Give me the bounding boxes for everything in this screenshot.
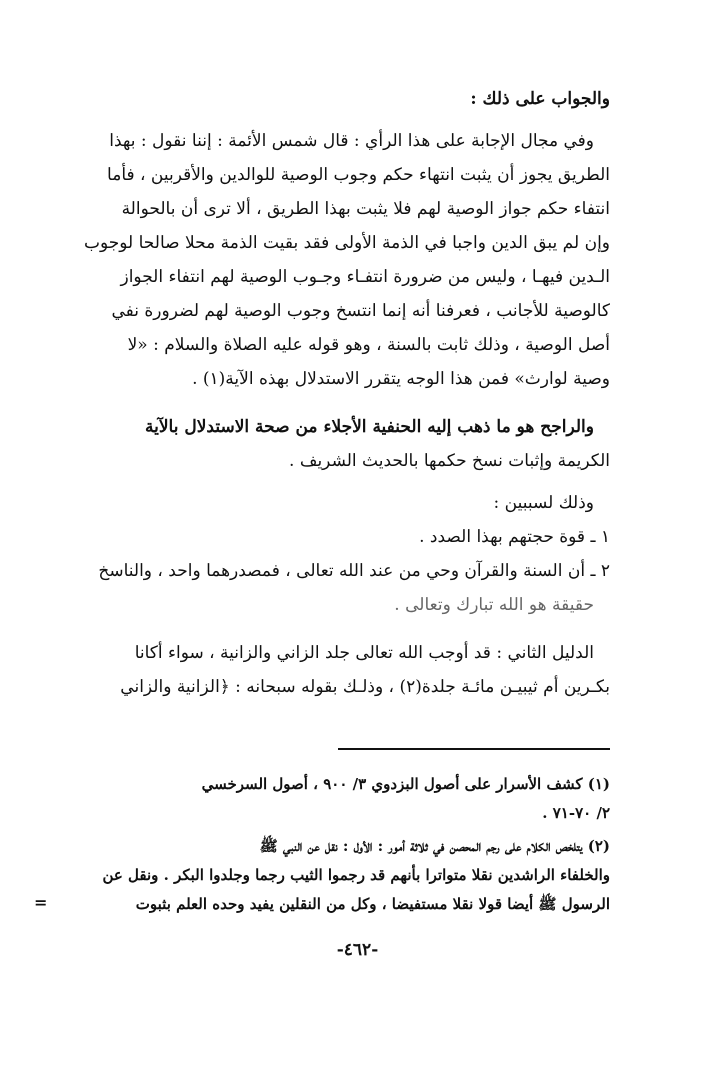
- reason-item: ١ ـ قوة حجتهم بهذا الصدد .: [419, 527, 610, 547]
- text-line: وفي مجال الإجابة على هذا الرأي : قال شمس الأئمة : إننا نقول : بهذا: [109, 131, 594, 151]
- text-line: الطريق يجوز أن يثبت انتهاء حكم وجوب الوصية للوالدين والأقربين ، فأما: [107, 165, 610, 185]
- text-line: انتفاء حكم جواز الوصية لهم فلا يثبت بهذا الطريق ، ألا ترى أن بالحوالة: [121, 199, 610, 219]
- reason-item-continuation: حقيقة هو الله تبارك وتعالى .: [394, 595, 594, 615]
- text-line: الكريمة وإثبات نسخ حكمها بالحديث الشريف .: [289, 451, 610, 471]
- text-line: أصل الوصية ، وذلك ثابت بالسنة ، وهو قوله عليه الصلاة والسلام : «لا: [127, 335, 610, 355]
- text-line: بكـرين أم ثيبيـن مائـة جلدة(٢) ، وذلـك بقوله سبحانه : ﴿الزانية والزاني: [120, 677, 610, 697]
- text-line: الـدين فيهـا ، وليس من ضرورة انتفـاء وجـوب الوصية لهم انتفاء الجواز: [120, 267, 610, 287]
- text-line: الدليل الثاني : قد أوجب الله تعالى جلد الزاني والزانية ، سواء أكانا: [134, 643, 594, 663]
- footnote-line: الرسول ﷺ أيضا قولا نقلا مستفيضا ، وكل من النقلين يفيد وحده العلم بثبوت: [135, 895, 610, 913]
- text-line: كالوصية للأجانب ، فعرفنا أنه إنما انتسخ وجوب الوصية لهم لضرورة نفي: [111, 301, 610, 321]
- footnote-divider: [338, 748, 610, 750]
- footnote-1: [60, 770, 610, 828]
- page-number: -٤٦٢-: [336, 940, 379, 960]
- paragraph-second-evidence: [60, 636, 610, 704]
- text-line: وصية لوارث» فمن هذا الوجه يتقرر الاستدلال بهذه الآية(١) .: [192, 369, 610, 389]
- continuation-mark: =: [34, 893, 48, 912]
- reason-item: ٢ ـ أن السنة والقرآن وحي من عند الله تعالى ، فمصدرهما واحد ، والناسخ: [98, 561, 610, 581]
- main-text: [60, 82, 610, 704]
- reasons-intro: وذلك لسببين :: [493, 493, 594, 513]
- footnote-line: ٢/ ٧٠-٧١ .: [542, 804, 610, 822]
- text-line: والراجح هو ما ذهب إليه الحنفية الأجلاء من صحة الاستدلال بالآية: [145, 417, 594, 437]
- footnote-line: (٢) يتلخص الكلام على رجم المحصن في ثلاثة أمور : الأول : نقل عن النبي ﷺ: [259, 837, 610, 855]
- paragraph-preferred-view: [60, 410, 610, 478]
- reasons-list: [60, 486, 610, 622]
- section-heading: والجواب على ذلك :: [470, 89, 610, 109]
- footnote-2: [60, 832, 610, 919]
- footnote-line: (١) كشف الأسرار على أصول البزدوي ٣/ ٩٠٠ ، أصول السرخسي: [201, 775, 610, 793]
- footnotes: [60, 770, 610, 919]
- text-line: وإن لم يبق الدين واجبا في الذمة الأولى فقد بقيت الذمة محلا صالحا لوجوب: [83, 233, 610, 253]
- footnote-line: والخلفاء الراشدين نقلا متواترا بأنهم قد رجموا الثيب رجما وجلدوا البكر . ونقل عن: [102, 866, 610, 884]
- paragraph-answer: [60, 124, 610, 396]
